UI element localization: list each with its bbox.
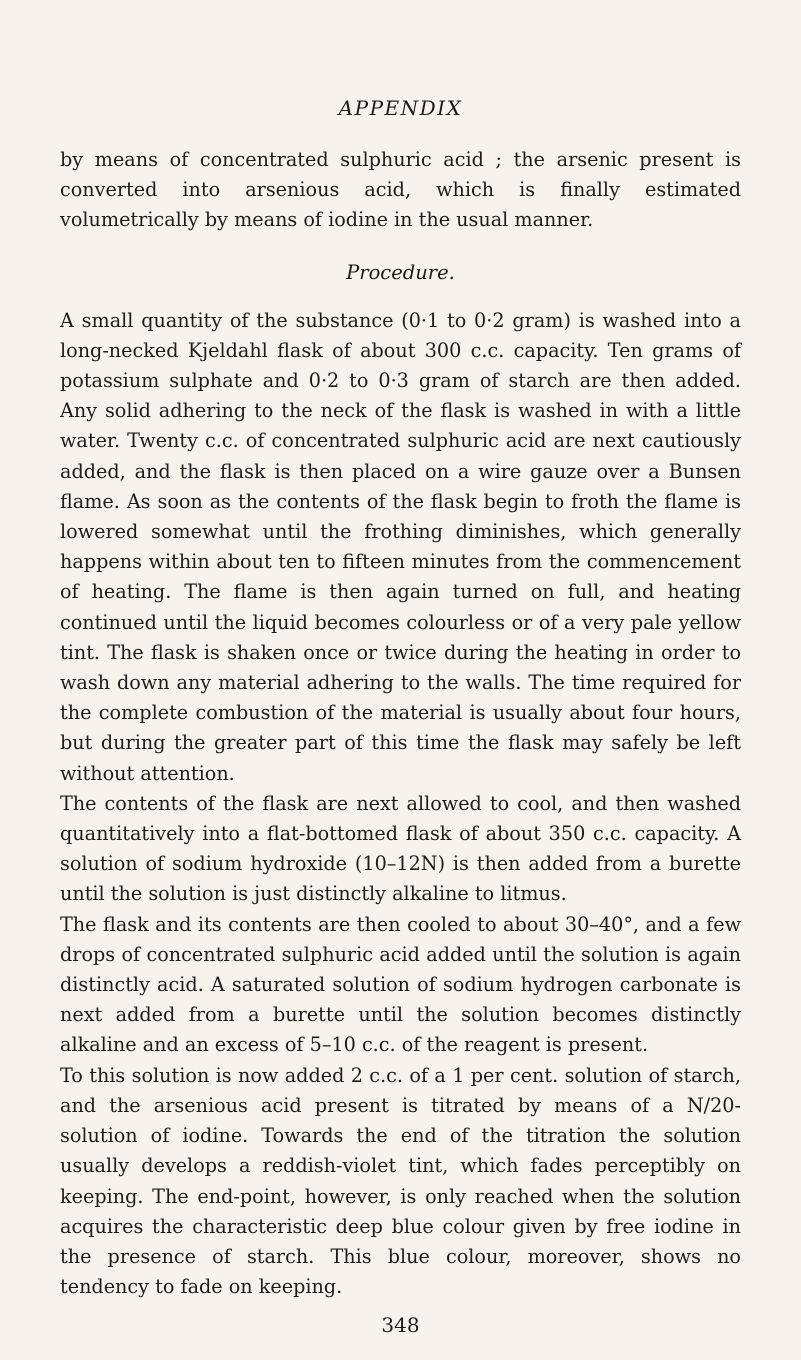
running-head: APPENDIX: [338, 96, 463, 120]
body-text: [60, 145, 741, 1302]
paragraph-procedure-2: The contents of the flask are next allowed to cool, and then washed quantitatively into a flat-bottomed flask of about 350 c.c. capacity. A solution of sodium hydroxide (10–12N) is then added from a burette until the solution is just distinctly alkaline to litmus.: [60, 791, 741, 906]
paragraph-procedure-1: A small quantity of the substance (0·1 to 0·2 gram) is washed into a long-necked Kjeldahl flask of about 300 c.c. capacity. Ten grams of potassium sulphate and 0·2 to 0·3 gram of starch are then added. Any solid adhering to the neck of the flask is washed in with a little water. Twenty c.c. of concentrated sulphuric acid are next cautiously added, and the flask is then placed on a wire gauze over a Bunsen flame. As soon as the contents of the flask begin to froth the flame is lowered somewhat until the frothing diminishes, which generally happens within about ten to fifteen minutes from the commencement of heating. The flame is then again turned on full, and heating continued until the liquid becomes colourless or of a very pale yellow tint. The flask is shaken once or twice during the heating in order to wash down any material adhering to the walls. The time required for the complete combustion of the material is usually about four hours, but during the greater part of this time the flask may safely be left without attention.: [60, 308, 741, 785]
paragraph-procedure-3: The flask and its contents are then cooled to about 30–40°, and a few drops of concentrated sulphuric acid added until the solution is again distinctly acid. A saturated solution of sodium hydrogen carbonate is next added from a burette until the solution becomes distinctly alkaline and an excess of 5–10 c.c. of the reagent is present.: [60, 912, 741, 1057]
paragraph-intro: by means of concentrated sulphuric acid ; the arsenic present is converted into arsenious acid, which is finally estimated volumetrically by means of iodine in the usual manner.: [60, 148, 741, 232]
page-number: 348: [381, 1313, 420, 1337]
section-heading: Procedure.: [346, 260, 455, 284]
paragraph-procedure-4: To this solution is now added 2 c.c. of a 1 per cent. solution of starch, and the arsenious acid present is titrated by means of a N/20-solution of iodine. Towards the end of the titration the solution usually develops a reddish-violet tint, which fades perceptibly on keeping. The end-point, however, is only reached when the solution acquires the characteristic deep blue colour given by free iodine in the presence of starch. This blue colour, moreover, shows no tendency to fade on keeping.: [60, 1063, 741, 1299]
